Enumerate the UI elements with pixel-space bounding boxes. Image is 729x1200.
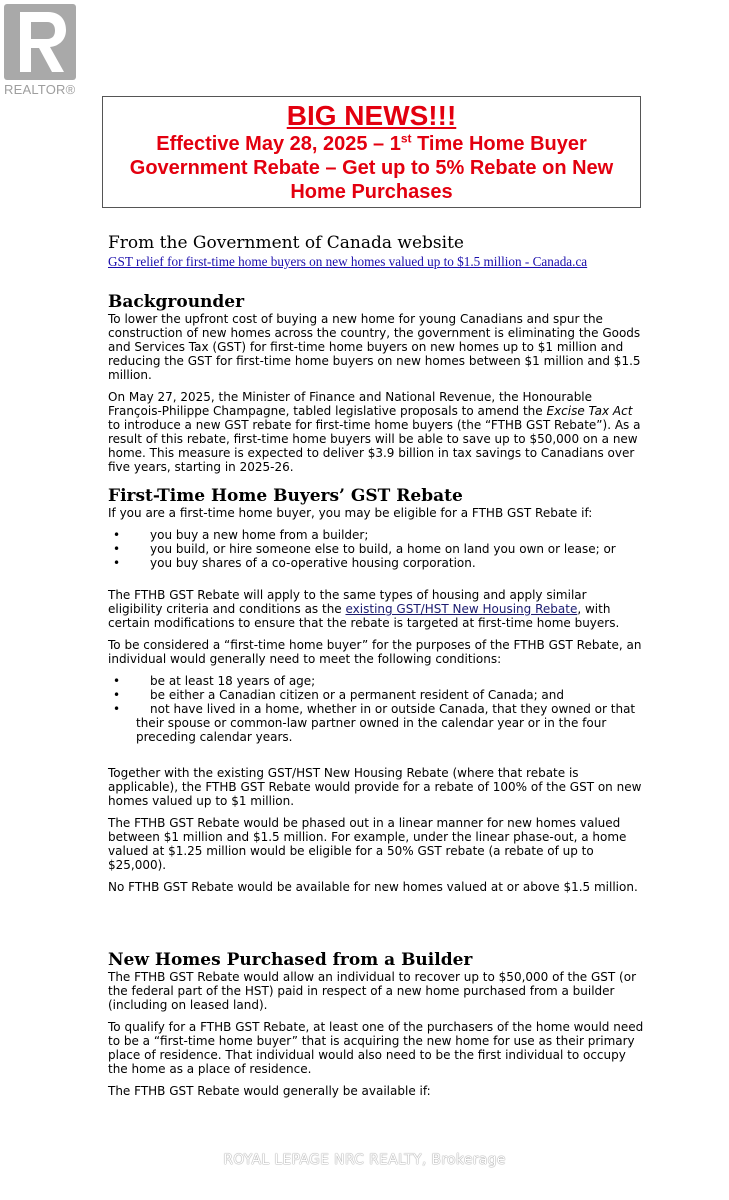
builder-paragraph-2: To qualify for a FTHB GST Rebate, at least one of the purchasers of the home would need to be a “first-time home buyer” that is acquiring the new home for use as their primary place of residence. That individual would also need to be the first individual to occupy the home as a place of residence.	[108, 1020, 644, 1076]
backgrounder-p2-a: On May 27, 2025, the Minister of Finance and National Revenue, the Honourable François-Philippe Champagne, tabled legislative proposals to amend the	[108, 390, 593, 418]
rebate-paragraph-1	[108, 588, 644, 630]
backgrounder-paragraph-1: To lower the upfront cost of buying a new home for young Canadians and spur the construction of new homes across the country, the government is eliminating the Goods and Services Tax (GST) for first-time home buyers on new homes up to $1 million and reducing the GST for first-time home buyers on new homes between $1 million and $1.5 million.	[108, 312, 641, 382]
excise-tax-act: Excise Tax Act	[546, 404, 633, 418]
bullet: •	[113, 556, 121, 570]
list-item-text: be either a Canadian citizen or a permanent resident of Canada; and	[150, 688, 565, 702]
bullet: •	[113, 674, 121, 688]
list-item-text: not have lived in a home, whether in or outside Canada, that they owned or that their spouse or common-law partner owned in the calendar year or in the four preceding calendar years.	[136, 702, 636, 744]
list-item	[108, 528, 644, 542]
banner-title: BIG NEWS!!!	[286, 100, 457, 131]
brokerage-watermark: ROYAL LEPAGE NRC REALTY, Brokerage	[223, 1152, 506, 1168]
bullet: •	[113, 542, 121, 556]
rebate-paragraph-2: To be considered a “first-time home buyer” for the purposes of the FTHB GST Rebate, an individual would generally need to meet the following conditions:	[108, 638, 642, 666]
rebate-paragraph-4: The FTHB GST Rebate would be phased out in a linear manner for new homes valued between $1 million and $1.5 million. For example, under the linear phase-out, a home valued at $1.25 million would be eligible for a 50% GST rebate (a rebate of up to $25,000).	[108, 816, 627, 872]
document-body	[108, 232, 644, 1098]
housing-rebate-link[interactable]: existing GST/HST New Housing Rebate	[345, 602, 578, 616]
banner-subtitle	[103, 132, 640, 204]
builder-paragraph-1: The FTHB GST Rebate would allow an individual to recover up to $50,000 of the GST (or the federal part of the HST) paid in respect of a new home purchased from a builder (including on leased land).	[108, 970, 637, 1012]
rebate-paragraph-3: Together with the existing GST/HST New Housing Rebate (where that rebate is applicable), the FTHB GST Rebate would provide for a rebate of 100% of the GST on new homes valued up to $1 million.	[108, 766, 642, 808]
bullet: •	[113, 702, 121, 716]
backgrounder-heading: Backgrounder	[108, 292, 245, 312]
banner-line2: Government Rebate – Get up to 5% Rebate on New	[129, 157, 614, 179]
list-item-text: you buy shares of a co-operative housing corporation.	[150, 556, 476, 570]
list-item	[108, 542, 644, 556]
list-item	[108, 688, 644, 702]
banner-line1-post: Time Home Buyer	[411, 133, 587, 155]
conditions-list	[108, 674, 644, 744]
list-item-text: you build, or hire someone else to build, a home on land you own or lease; or	[150, 542, 616, 556]
list-item	[108, 556, 644, 570]
list-item-text: you buy a new home from a builder;	[150, 528, 369, 542]
banner-line3: Home Purchases	[290, 181, 453, 203]
bullet: •	[113, 688, 121, 702]
rebate-heading: First-Time Home Buyers’ GST Rebate	[108, 486, 463, 506]
source-title: From the Government of Canada website	[108, 233, 464, 253]
builder-paragraph-3: The FTHB GST Rebate would generally be available if:	[108, 1084, 431, 1098]
rebate-paragraph-5: No FTHB GST Rebate would be available for new homes valued at or above $1.5 million.	[108, 880, 638, 894]
eligibility-list	[108, 528, 644, 570]
list-item	[108, 702, 644, 744]
rebate-p1-a: The FTHB GST Rebate will apply to the same types of housing and apply similar eligibility criteria and conditions as the	[108, 588, 587, 616]
banner-line1-pre: Effective May 28, 2025 – 1	[156, 133, 401, 155]
realtor-logo-text: REALTOR®	[4, 82, 76, 97]
realtor-logo	[4, 4, 88, 97]
announcement-banner	[102, 96, 641, 208]
rebate-intro: If you are a first-time home buyer, you may be eligible for a FTHB GST Rebate if:	[108, 506, 593, 520]
realtor-r-icon	[4, 4, 76, 80]
banner-line1-sup: st	[400, 131, 412, 146]
rebate-p1-b: , with certain modifications to ensure that the rebate is targeted at first-time home buyers.	[108, 602, 620, 630]
backgrounder-paragraph-2	[108, 390, 644, 474]
source-link[interactable]: GST relief for first-time home buyers on new homes valued up to $1.5 million - Canada.ca	[108, 254, 588, 269]
list-item	[108, 674, 644, 688]
list-item-text: be at least 18 years of age;	[150, 674, 316, 688]
backgrounder-p2-b: to introduce a new GST rebate for first-time home buyers (the “FTHB GST Rebate”). As a result of this rebate, first-time home buyers will be able to save up to $50,000 on a new home. This measure is expected to deliver $3.9 billion in tax savings to Canadians over five years, starting in 2025-26.	[108, 418, 641, 474]
bullet: •	[113, 528, 121, 542]
builder-heading: New Homes Purchased from a Builder	[108, 950, 473, 970]
